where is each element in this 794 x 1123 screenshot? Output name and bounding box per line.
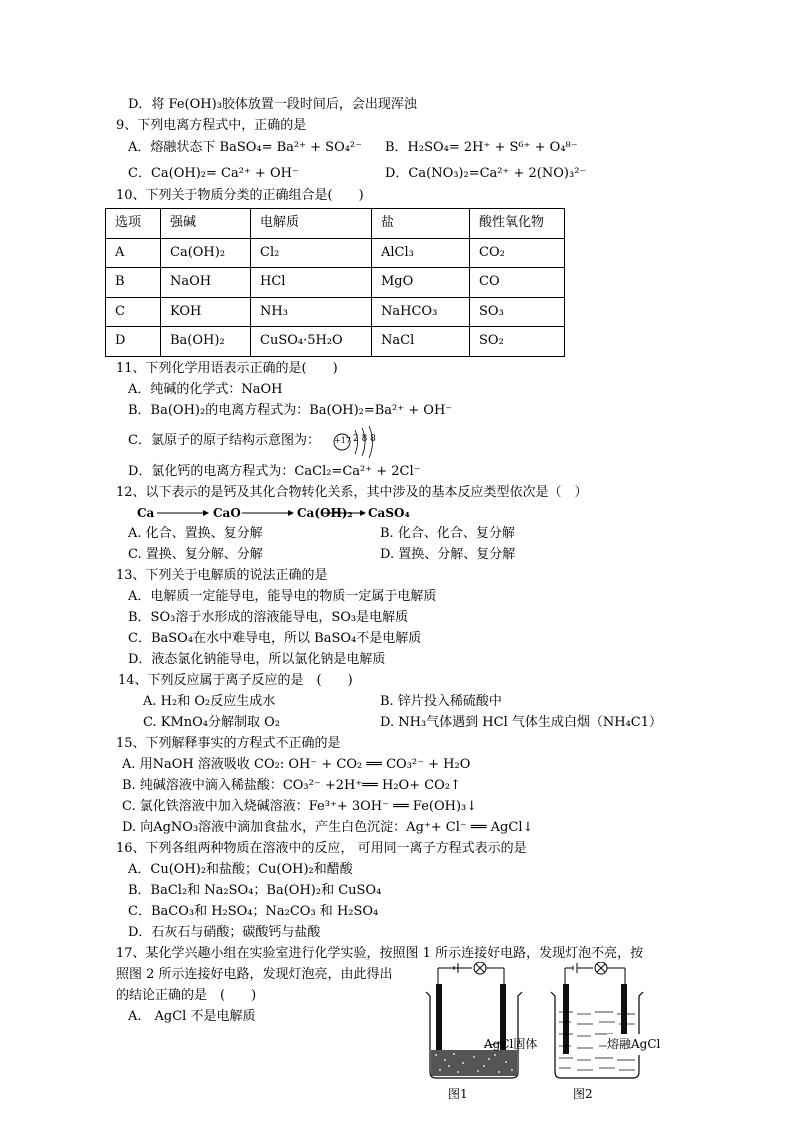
q15-option-d: D. 向AgNO₃溶液中滴加食盐水，产生白色沉淀：Ag⁺+ Cl⁻ ══ AgCl↓ — [122, 820, 534, 835]
table-cell: NaCl — [372, 327, 470, 357]
reaction-species: CaSO₄ — [368, 506, 410, 520]
q17-stem-line1: 17、某化学兴趣小组在实验室进行化学实验，按照图 1 所示连接好电路，发现灯泡不亮，按 — [116, 946, 644, 961]
table-cell: C — [106, 297, 161, 327]
q16-option-a: A．Cu(OH)₂和盐酸；Cu(OH)₂和醋酸 — [128, 862, 353, 877]
arrow-icon — [242, 508, 294, 518]
table-cell: AlCl₃ — [372, 238, 470, 268]
table-row — [106, 238, 565, 268]
q13-option-b: B．SO₃溶于水形成的溶液能导电，SO₃是电解质 — [128, 610, 409, 625]
q13-option-a: A．电解质一定能导电，能导电的物质一定属于电解质 — [128, 589, 437, 604]
table-row — [106, 297, 565, 327]
reaction-species: Ca — [137, 506, 155, 520]
table-row — [106, 327, 565, 357]
q10-stem: 10、下列关于物质分类的正确组合是( ) — [116, 188, 364, 203]
table-cell: SO₃ — [470, 297, 565, 327]
q15-stem: 15、下列解释事实的方程式不正确的是 — [116, 736, 341, 751]
q14-option-b: B. 锌片投入稀硫酸中 — [380, 694, 502, 709]
table-cell: Cl₂ — [251, 238, 372, 268]
table-cell: D — [106, 327, 161, 357]
figure-2-label: 熔融AgCl — [607, 1034, 660, 1055]
figure-1-label: AgCl固体 — [484, 1037, 538, 1051]
q11-option-b: B．Ba(OH)₂的电离方程式为：Ba(OH)₂=Ba²⁺ + OH⁻ — [128, 403, 453, 418]
table-cell: SO₂ — [470, 327, 565, 357]
table-cell: MgO — [372, 268, 470, 298]
q15-option-b: B. 纯碱溶液中滴入稀盐酸：CO₃²⁻ +2H⁺══ H₂O+ CO₂↑ — [122, 778, 461, 793]
table-header-cell: 酸性氧化物 — [470, 209, 565, 239]
q12-option-c: C. 置换、复分解、分解 — [128, 547, 263, 562]
q14-option-a: A. H₂和 O₂反应生成水 — [143, 694, 276, 709]
q12-option-b: B. 化合、化合、复分解 — [380, 526, 515, 541]
figure-2-caption: 图2 — [573, 1087, 593, 1101]
q9-option-a: A．熔融状态下 BaSO₄= Ba²⁺ + SO₄²⁻ — [128, 140, 363, 155]
q13-option-d: D．液态氯化钠能导电，所以氯化钠是电解质 — [128, 652, 386, 667]
q16-option-d: D．石灰石与硝酸；碳酸钙与盐酸 — [128, 925, 321, 940]
q11-option-c: C．氯原子的原子结构示意图为： — [128, 433, 320, 448]
table-cell: CO₂ — [470, 238, 565, 268]
arrow-icon — [322, 508, 366, 518]
classification-table — [105, 208, 565, 357]
table-header-cell: 电解质 — [251, 209, 372, 239]
q16-option-b: B．BaCl₂和 Na₂SO₄；Ba(OH)₂和 CuSO₄ — [128, 883, 382, 898]
table-cell: NaHCO₃ — [372, 297, 470, 327]
beaker-solid-agcl-icon — [418, 962, 538, 1082]
q12-option-d: D. 置换、分解、复分解 — [380, 547, 516, 562]
q8-option-d: D．将 Fe(OH)₃胶体放置一段时间后，会出现浑浊 — [128, 97, 417, 112]
q11-stem: 11、下列化学用语表示正确的是( ) — [116, 361, 338, 376]
table-cell: CO — [470, 268, 565, 298]
figure-2 — [543, 962, 663, 1102]
q17-option-a: A. AgCl 不是电解质 — [128, 1009, 256, 1024]
q9-option-c: C．Ca(OH)₂= Ca²⁺ + OH⁻ — [128, 166, 299, 181]
reaction-species: Ca(OH)₂ — [297, 506, 353, 520]
table-cell: Ba(OH)₂ — [161, 327, 251, 357]
table-cell: HCl — [251, 268, 372, 298]
reaction-species: CaO — [213, 506, 241, 520]
table-cell: NaOH — [161, 268, 251, 298]
q12-stem: 12、以下表示的是钙及其化合物转化关系，其中涉及的基本反应类型依次是（ ） — [116, 485, 588, 500]
table-cell: B — [106, 268, 161, 298]
q17-stem-line3: 的结论正确的是 ( ) — [116, 988, 257, 1003]
table-header-cell: 盐 — [372, 209, 470, 239]
q13-stem: 13、下列关于电解质的说法正确的是 — [116, 568, 328, 583]
electron-shells: 2 8 8 — [353, 434, 376, 444]
q11-option-d: D．氯化钙的电离方程式为：CaCl₂=Ca²⁺ + 2Cl⁻ — [128, 464, 421, 479]
q12-option-a: A. 化合、置换、复分解 — [128, 526, 263, 541]
table-cell: A — [106, 238, 161, 268]
figure-1 — [418, 962, 538, 1102]
q16-option-c: C．BaCO₃和 H₂SO₄；Na₂CO₃ 和 H₂SO₄ — [128, 904, 379, 919]
table-header-row — [106, 209, 565, 239]
table-cell: KOH — [161, 297, 251, 327]
q14-option-d: D. NH₃气体遇到 HCl 气体生成白烟（NH₄C1） — [380, 715, 662, 730]
table-row — [106, 268, 565, 298]
table-cell: Ca(OH)₂ — [161, 238, 251, 268]
q9-option-b: B．H₂SO₄= 2H⁺ + S⁶⁺ + O₄⁸⁻ — [385, 140, 578, 155]
q9-stem: 9、下列电离方程式中，正确的是 — [116, 118, 307, 133]
beaker-molten-agcl-icon — [543, 962, 663, 1082]
table-cell: NH₃ — [251, 297, 372, 327]
q15-option-c: C. 氯化铁溶液中加入烧碱溶液：Fe³⁺+ 3OH⁻ ══ Fe(OH)₃↓ — [122, 799, 478, 814]
q13-option-c: C．BaSO₄在水中难导电，所以 BaSO₄不是电解质 — [128, 631, 422, 646]
q17-stem-line2: 照图 2 所示连接好电路，发现灯泡亮，由此得出 — [116, 967, 393, 982]
q11-option-a: A．纯碱的化学式：NaOH — [128, 382, 283, 397]
table-header-cell: 强碱 — [161, 209, 251, 239]
table-header-cell: 选项 — [106, 209, 161, 239]
q14-stem: 14、下列反应属于离子反应的是 ( ) — [118, 673, 353, 688]
q15-option-a: A. 用NaOH 溶液吸收 CO₂: OH⁻ + CO₂ ══ CO₃²⁻ + H₂O — [122, 757, 471, 772]
q16-stem: 16、下列各组两种物质在溶液中的反应， 可用同一离子方程式表示的是 — [116, 841, 527, 856]
q9-option-d: D．Ca(NO₃)₂=Ca²⁺ + 2(NO)₃²⁻ — [385, 166, 587, 181]
q14-option-c: C. KMnO₄分解制取 O₂ — [143, 715, 281, 730]
figure-1-caption: 图1 — [448, 1087, 468, 1101]
chlorine-atom-diagram — [333, 425, 381, 467]
arrow-icon — [157, 508, 209, 518]
nucleus-charge: +17 — [334, 436, 351, 445]
table-cell: CuSO₄·5H₂O — [251, 327, 372, 357]
